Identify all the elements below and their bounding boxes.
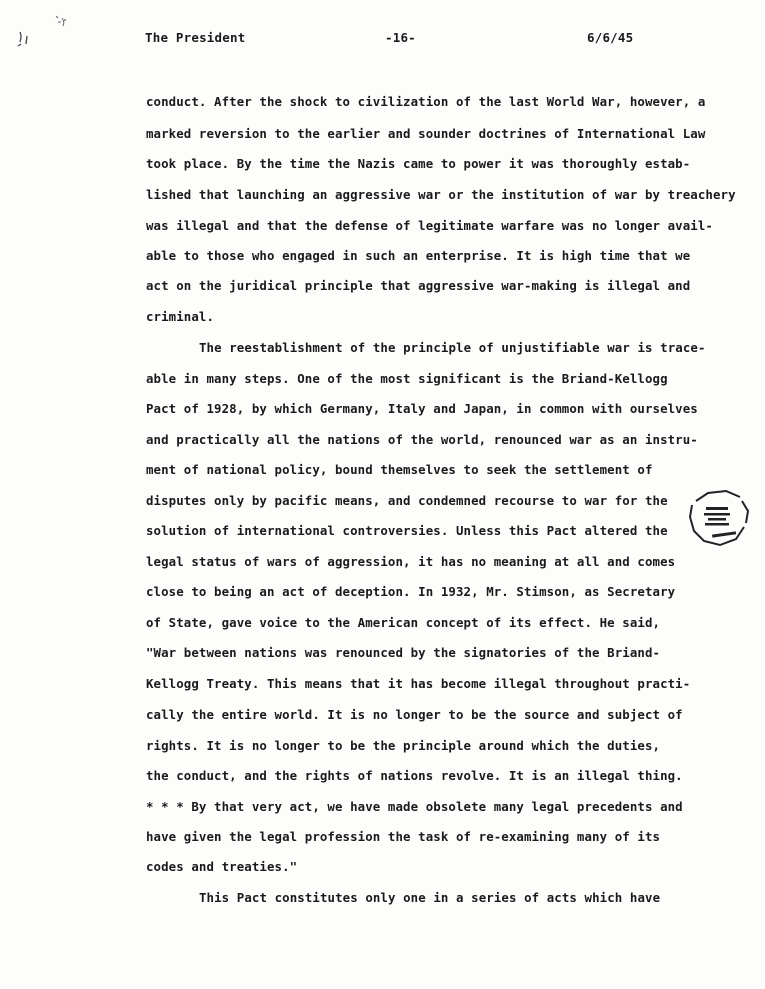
body-line: and practically all the nations of the world, renounced war as an instru- bbox=[146, 432, 698, 447]
body-line: Pact of 1928, by which Germany, Italy and Japan, in common with ourselves bbox=[146, 401, 698, 416]
body-line: conduct. After the shock to civilization of the last World War, however, a bbox=[146, 94, 706, 109]
header-addressee: The President bbox=[145, 30, 246, 45]
page-number: -16- bbox=[385, 30, 416, 45]
body-line: The reestablishment of the principle of unjustifiable war is trace- bbox=[199, 340, 706, 355]
header-date: 6/6/45 bbox=[587, 30, 634, 45]
body-line: legal status of wars of aggression, it has no meaning at all and comes bbox=[146, 554, 676, 569]
body-line: rights. It is no longer to be the principle around which the duties, bbox=[146, 738, 661, 753]
body-line: ment of national policy, bound themselves to seek the settlement of bbox=[146, 462, 653, 477]
body-line: took place. By the time the Nazis came to power it was thoroughly estab- bbox=[146, 156, 691, 171]
body-line: have given the legal profession the task of re-examining many of its bbox=[146, 829, 661, 844]
body-line: "War between nations was renounced by the signatories of the Briand- bbox=[146, 645, 661, 660]
body-line: was illegal and that the defense of legitimate warfare was no longer avail- bbox=[146, 218, 713, 233]
body-line: codes and treaties." bbox=[146, 859, 298, 874]
body-line: able in many steps. One of the most significant is the Briand-Kellogg bbox=[146, 371, 668, 386]
body-line: * * * By that very act, we have made obsolete many legal precedents and bbox=[146, 799, 683, 814]
body-line: able to those who engaged in such an enterprise. It is high time that we bbox=[146, 248, 691, 263]
body-line: criminal. bbox=[146, 309, 215, 324]
body-line: the conduct, and the rights of nations revolve. It is an illegal thing. bbox=[146, 768, 683, 783]
body-line: marked reversion to the earlier and sounder doctrines of International Law bbox=[146, 126, 706, 141]
body-line: solution of international controversies. Unless this Pact altered the bbox=[146, 523, 668, 538]
archive-stamp-icon bbox=[678, 487, 756, 549]
body-line: This Pact constitutes only one in a series of acts which have bbox=[199, 890, 661, 905]
body-line: act on the juridical principle that aggressive war-making is illegal and bbox=[146, 278, 691, 293]
body-line: disputes only by pacific means, and condemned recourse to war for the bbox=[146, 493, 668, 508]
body-line: lished that launching an aggressive war or the institution of war by treachery bbox=[146, 187, 736, 202]
body-line: cally the entire world. It is no longer to be the source and subject of bbox=[146, 707, 683, 722]
body-line: close to being an act of deception. In 1932, Mr. Stimson, as Secretary bbox=[146, 584, 676, 599]
body-line: of State, gave voice to the American concept of its effect. He said, bbox=[146, 615, 661, 630]
body-line: Kellogg Treaty. This means that it has become illegal throughout practi- bbox=[146, 676, 691, 691]
corner-marks bbox=[12, 6, 72, 52]
